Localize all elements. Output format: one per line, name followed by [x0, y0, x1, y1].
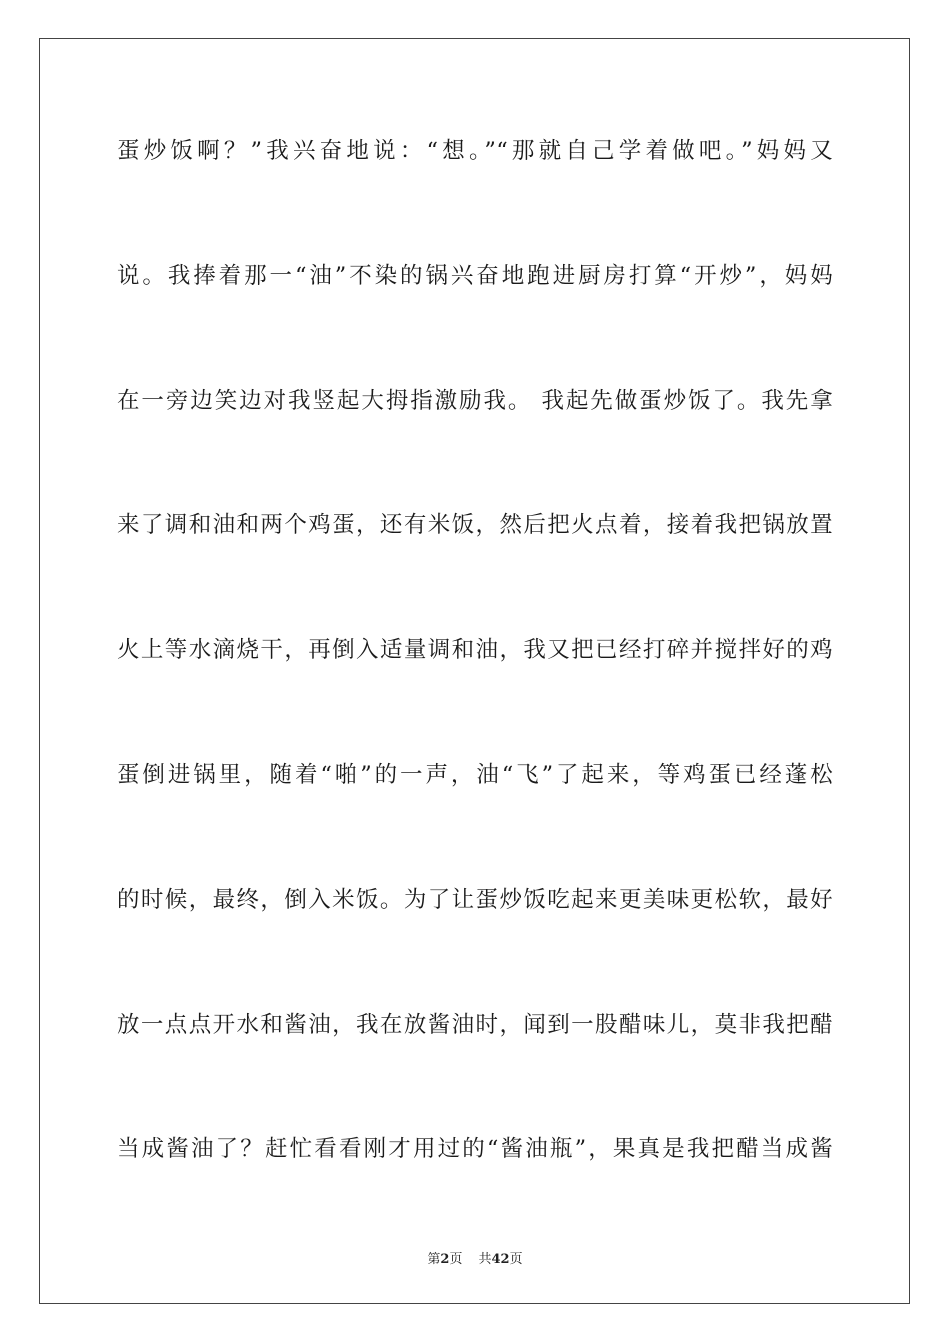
text-line: 来了调和油和两个鸡蛋，还有米饭，然后把火点着，接着我把锅放置	[117, 512, 833, 539]
text-line: 说。我捧着那一“油”不染的锅兴奋地跑进厨房打算“开炒”，妈妈	[117, 262, 833, 289]
text-line: 蛋倒进锅里，随着“啪”的一声，油“飞”了起来，等鸡蛋已经蓬松	[117, 761, 833, 788]
text-line: 当成酱油了？赶忙看看刚才用过的“酱油瓶”，果真是我把醋当成酱	[117, 1136, 833, 1163]
page-suffix: 页	[449, 1252, 463, 1267]
total-suffix: 页	[509, 1252, 523, 1267]
text-line: 放一点点开水和酱油，我在放酱油时，闻到一股醋味儿，莫非我把醋	[117, 1011, 833, 1038]
text-line: 火上等水滴烧干，再倒入适量调和油，我又把已经打碎并搅拌好的鸡	[117, 637, 833, 664]
text-line: 蛋炒饭啊？”我兴奋地说：“想。”“那就自己学着做吧。”妈妈又	[117, 138, 833, 164]
page-footer	[0, 1248, 950, 1267]
page-number: 2	[440, 1252, 450, 1267]
text-line: 在一旁边笑边对我竖起大拇指激励我。 我起先做蛋炒饭了。我先拿	[117, 387, 833, 414]
text-line: 的时候，最终，倒入米饭。为了让蛋炒饭吃起来更美味更松软，最好	[117, 886, 833, 913]
total-prefix: 共	[478, 1252, 492, 1267]
page-prefix: 第	[427, 1252, 441, 1267]
body-text	[117, 126, 833, 1249]
total-pages: 42	[491, 1252, 510, 1267]
